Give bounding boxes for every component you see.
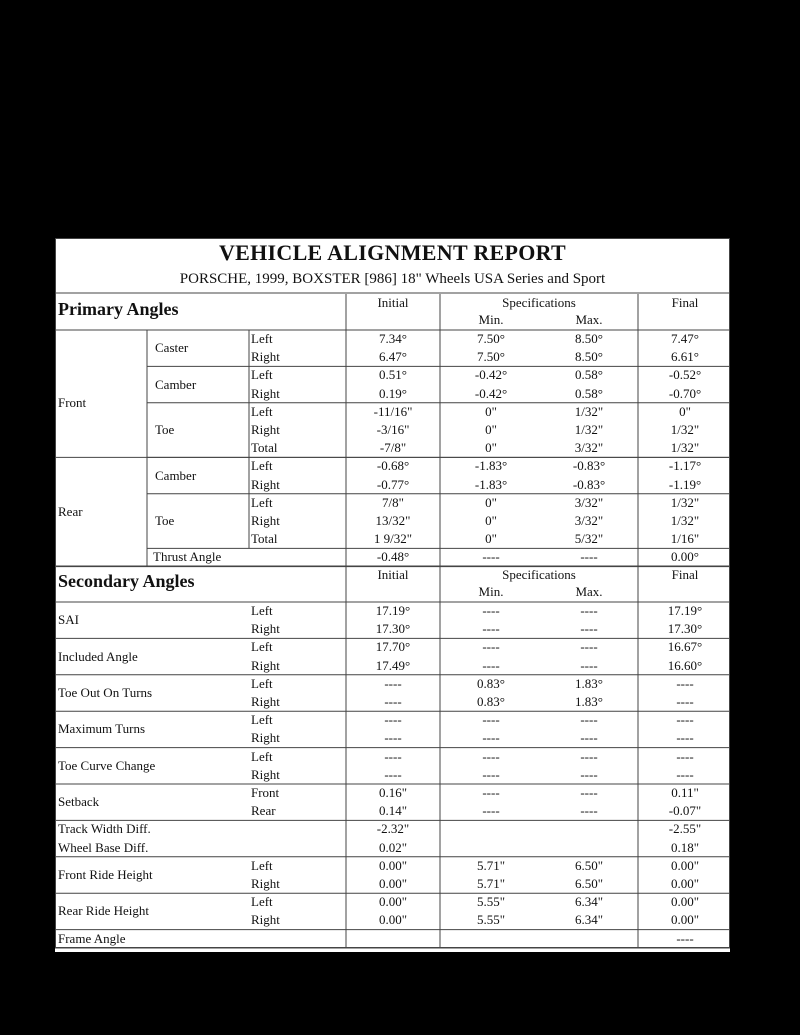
side-label: Right: [251, 476, 280, 492]
initial-value: 0.02": [378, 839, 408, 855]
side-label: Left: [251, 675, 273, 691]
initial-value: -0.48°: [376, 549, 410, 565]
measure-label: Track Width Diff.: [58, 821, 151, 837]
max-value: 1.83°: [575, 675, 603, 691]
min-value: ----: [482, 603, 500, 618]
initial-value: 0.00": [378, 857, 408, 873]
side-label: Right: [251, 513, 280, 528]
measure-label: Wheel Base Diff.: [58, 839, 149, 855]
max-value: 3/32": [574, 440, 604, 456]
measure-label: Camber: [155, 376, 197, 392]
final-value: 0.11": [671, 785, 699, 800]
side-label: Right: [251, 876, 280, 891]
max-column-header: Max.: [575, 584, 603, 599]
min-value: ----: [482, 766, 500, 782]
max-value: 1/32": [574, 403, 604, 419]
measure-label: SAI: [58, 612, 79, 628]
measure-label: Camber: [155, 467, 197, 483]
measure-label: Toe Out On Turns: [58, 684, 153, 700]
initial-value: 6.47°: [379, 349, 407, 365]
front-group-label: Front: [58, 394, 87, 410]
final-value: 0": [679, 403, 691, 419]
final-value: -0.07": [668, 803, 702, 819]
min-value: 0": [485, 422, 497, 437]
max-value: 5/32": [574, 531, 604, 547]
max-value: 6.34": [574, 894, 604, 910]
max-value: -0.83°: [572, 476, 606, 492]
initial-value: ----: [384, 694, 402, 709]
max-value: -0.83°: [572, 458, 606, 474]
final-value: 7.47°: [671, 331, 699, 346]
initial-value: 17.70°: [375, 639, 411, 655]
side-label: Left: [251, 458, 273, 474]
initial-column-header: Initial: [377, 295, 409, 310]
final-column-header: Final: [671, 567, 699, 582]
measure-label: Toe: [155, 513, 175, 528]
max-value: ----: [580, 785, 598, 800]
initial-value: 17.30°: [375, 621, 411, 637]
side-label: Left: [251, 494, 273, 510]
initial-value: -2.32": [376, 821, 410, 837]
min-value: 5.55": [476, 912, 506, 928]
initial-value: ----: [384, 766, 402, 782]
initial-value: 17.19°: [375, 603, 411, 618]
initial-value: -0.77°: [376, 476, 410, 492]
side-label: Right: [251, 694, 280, 709]
min-value: -0.42°: [474, 385, 508, 401]
side-label: Right: [251, 349, 280, 365]
side-label: Left: [251, 367, 273, 383]
max-value: ----: [580, 748, 598, 764]
measure-label: Thrust Angle: [153, 549, 222, 565]
final-value: ----: [676, 766, 694, 782]
final-value: 6.61°: [671, 349, 699, 365]
max-value: 1/32": [574, 422, 604, 437]
report-subtitle: PORSCHE, 1999, BOXSTER [986] 18" Wheels USA Series and Sport: [179, 271, 606, 287]
min-value: 0": [485, 513, 497, 528]
final-value: 0.00": [670, 894, 700, 910]
side-label: Right: [251, 730, 280, 746]
side-label: Total: [251, 531, 278, 547]
final-value: 1/32": [670, 440, 700, 456]
initial-value: 13/32": [375, 513, 411, 528]
specifications-column-header: Specifications: [502, 295, 576, 310]
side-label: Right: [251, 385, 280, 401]
initial-value: 0.14": [378, 803, 408, 819]
secondary-angles-heading: Secondary Angles: [58, 571, 195, 591]
initial-value: 7/8": [382, 494, 404, 510]
min-value: 0.83°: [477, 694, 505, 709]
side-label: Left: [251, 603, 273, 618]
max-value: ----: [580, 549, 598, 565]
side-label: Rear: [251, 803, 276, 819]
side-label: Left: [251, 639, 273, 655]
initial-value: 17.49°: [375, 657, 411, 673]
max-value: ----: [580, 657, 598, 673]
min-value: 0": [485, 494, 497, 510]
side-label: Left: [251, 857, 273, 873]
initial-value: ----: [384, 712, 402, 728]
initial-value: ----: [384, 675, 402, 691]
measure-label: Toe Curve Change: [58, 757, 156, 773]
min-column-header: Min.: [478, 584, 504, 599]
final-value: 0.00": [670, 876, 700, 891]
side-label: Right: [251, 621, 280, 637]
initial-value: -7/8": [379, 440, 407, 456]
measure-label: Rear Ride Height: [58, 903, 149, 919]
min-value: ----: [482, 549, 500, 565]
min-column-header: Min.: [478, 312, 504, 327]
initial-value: 1 9/32": [373, 531, 413, 547]
final-value: 16.67°: [667, 639, 703, 655]
min-value: 7.50°: [477, 331, 505, 346]
min-value: ----: [482, 639, 500, 655]
final-value: 1/32": [670, 513, 700, 528]
max-value: 0.58°: [575, 385, 603, 401]
initial-value: 0.00": [378, 912, 408, 928]
initial-value: 0.00": [378, 876, 408, 891]
max-value: 6.34": [574, 912, 604, 928]
initial-value: ----: [384, 730, 402, 746]
initial-column-header: Initial: [377, 567, 409, 582]
max-value: 8.50°: [575, 349, 603, 365]
side-label: Right: [251, 766, 280, 782]
measure-label: Setback: [58, 794, 100, 810]
final-value: 17.19°: [667, 603, 703, 618]
min-value: -0.42°: [474, 367, 508, 383]
min-value: 5.71": [476, 876, 506, 891]
final-value: ----: [676, 748, 694, 764]
side-label: Left: [251, 331, 273, 346]
measure-label: Frame Angle: [58, 930, 126, 946]
initial-value: 0.19°: [379, 385, 407, 401]
max-value: ----: [580, 766, 598, 782]
initial-value: 0.51°: [379, 367, 407, 383]
initial-value: -3/16": [376, 422, 410, 437]
max-value: ----: [580, 803, 598, 819]
side-label: Right: [251, 912, 280, 928]
side-label: Left: [251, 894, 273, 910]
measure-label: Included Angle: [58, 648, 138, 664]
alignment-report-sheet: [55, 238, 730, 952]
max-value: 8.50°: [575, 331, 603, 346]
final-value: 0.00°: [671, 549, 699, 565]
side-label: Total: [251, 440, 278, 456]
min-value: -1.83°: [474, 458, 508, 474]
final-value: ----: [676, 730, 694, 746]
initial-value: -11/16": [373, 403, 413, 419]
side-label: Right: [251, 422, 280, 437]
final-value: -1.19°: [668, 476, 702, 492]
min-value: 0.83°: [477, 675, 505, 691]
min-value: ----: [482, 621, 500, 637]
max-value: ----: [580, 603, 598, 618]
min-value: 0": [485, 403, 497, 419]
final-value: ----: [676, 930, 694, 946]
max-value: ----: [580, 621, 598, 637]
min-value: 5.55": [476, 894, 506, 910]
side-label: Left: [251, 712, 273, 728]
final-value: -0.52°: [668, 367, 702, 383]
max-value: 1.83°: [575, 694, 603, 709]
final-value: -2.55": [668, 821, 702, 837]
max-value: ----: [580, 712, 598, 728]
min-value: 7.50°: [477, 349, 505, 365]
final-value: 17.30°: [667, 621, 703, 637]
max-value: 0.58°: [575, 367, 603, 383]
specifications-column-header: Specifications: [502, 567, 576, 582]
primary-angles-heading: Primary Angles: [58, 299, 179, 319]
max-value: ----: [580, 639, 598, 655]
initial-value: ----: [384, 748, 402, 764]
min-value: ----: [482, 657, 500, 673]
min-value: ----: [482, 785, 500, 800]
side-label: Left: [251, 748, 273, 764]
min-value: 0": [485, 440, 497, 456]
max-column-header: Max.: [575, 312, 603, 327]
measure-label: Maximum Turns: [58, 721, 146, 737]
initial-value: 0.16": [378, 785, 408, 800]
measure-label: Caster: [155, 340, 189, 356]
min-value: ----: [482, 803, 500, 819]
min-value: 5.71": [476, 857, 506, 873]
final-value: 0.00": [670, 857, 700, 873]
final-value: -1.17°: [668, 458, 702, 474]
rear-group-label: Rear: [58, 503, 83, 519]
final-value: 1/32": [670, 422, 700, 437]
initial-value: 0.00": [378, 894, 408, 910]
max-value: 3/32": [574, 494, 604, 510]
max-value: ----: [580, 730, 598, 746]
measure-label: Front Ride Height: [58, 866, 153, 882]
min-value: ----: [482, 730, 500, 746]
final-value: 16.60°: [667, 657, 703, 673]
max-value: 6.50": [574, 857, 604, 873]
final-value: 0.00": [670, 912, 700, 928]
min-value: -1.83°: [474, 476, 508, 492]
final-value: 1/32": [670, 494, 700, 510]
max-value: 3/32": [574, 513, 604, 528]
side-label: Front: [251, 785, 280, 800]
final-value: ----: [676, 712, 694, 728]
final-column-header: Final: [671, 295, 699, 310]
side-label: Right: [251, 657, 280, 673]
measure-label: Toe: [155, 422, 175, 437]
final-value: -0.70°: [668, 385, 702, 401]
report-title: VEHICLE ALIGNMENT REPORT: [218, 240, 567, 265]
min-value: 0": [485, 531, 497, 547]
min-value: ----: [482, 712, 500, 728]
final-value: ----: [676, 675, 694, 691]
side-label: Left: [251, 403, 273, 419]
max-value: 6.50": [574, 876, 604, 891]
initial-value: 7.34°: [379, 331, 407, 346]
final-value: 1/16": [670, 531, 700, 547]
final-value: ----: [676, 694, 694, 709]
min-value: ----: [482, 748, 500, 764]
final-value: 0.18": [670, 839, 700, 855]
initial-value: -0.68°: [376, 458, 410, 474]
